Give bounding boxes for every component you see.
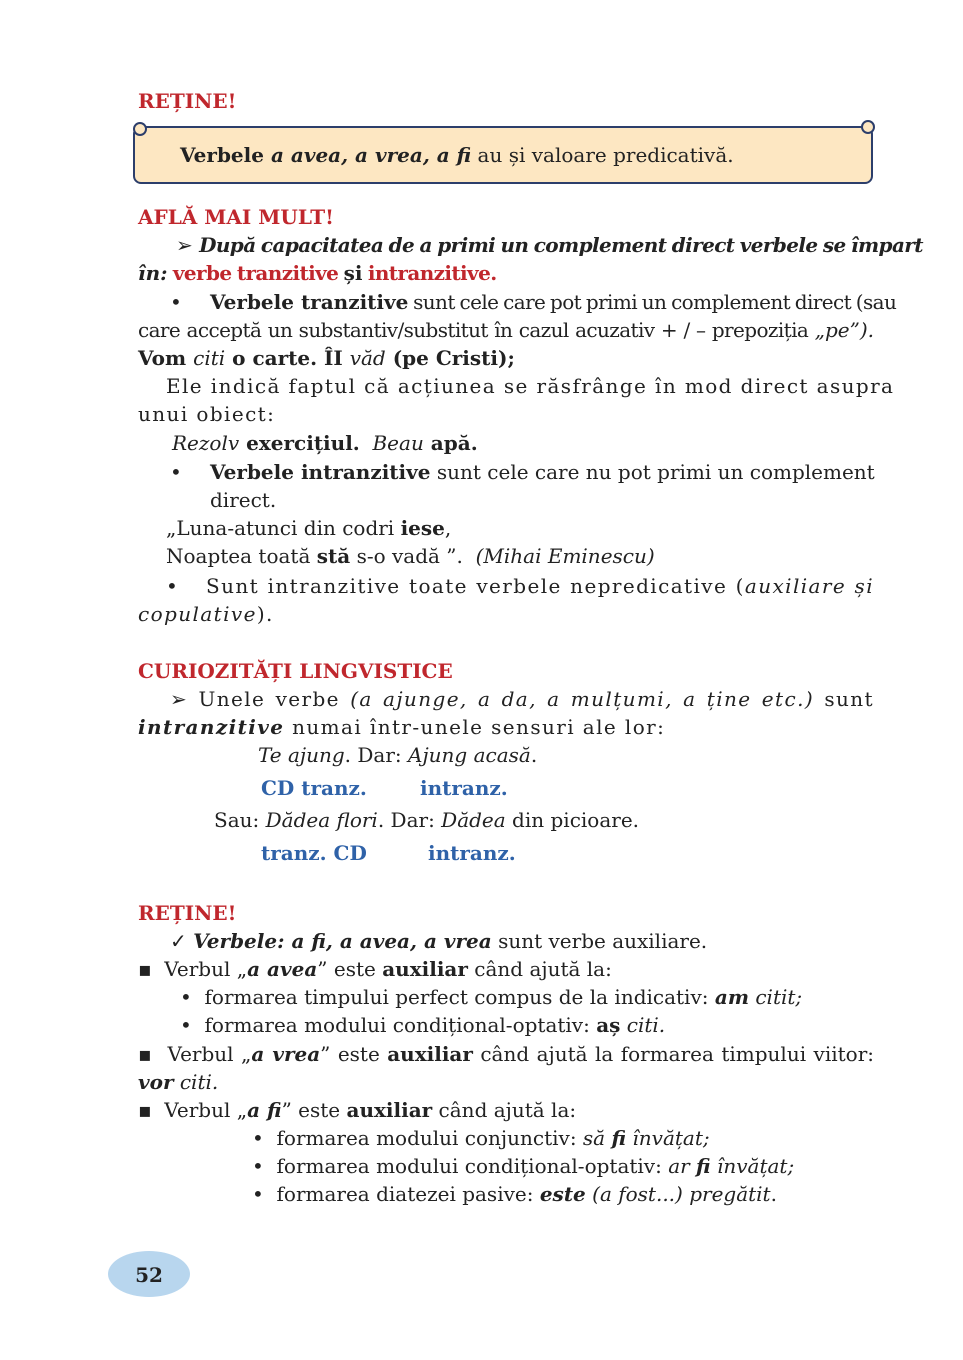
tranzitive-line-1: • Verbele tranzitive sunt cele care pot primi un complement direct (sau (170, 290, 897, 314)
intranzitive-line-1: • Verbele intranzitive sunt cele care nu pot primi un complement (170, 460, 875, 484)
poem-line-1: „Luna-atunci din codri iese, (166, 516, 452, 540)
fi-item-1: • formarea modului conjunctiv: să fi învățat; (252, 1126, 710, 1150)
curiozitati-heading: CURIOZITĂȚI LINGVISTICE (138, 659, 453, 683)
nepredicative-line-2: copulative). (138, 602, 274, 626)
square-bullet-icon: ▪ (138, 1098, 152, 1122)
nepredicative-line-1: • Sunt intranzitive toate verbele nepredicative (auxiliare și (166, 574, 874, 598)
curiozitati-line-1: ➢ Unele verbe (a ajunge, a da, a mulțumi, a ține etc.) sunt (170, 687, 874, 711)
label-cd-tranz: CD tranz. (261, 776, 367, 800)
label-intranz-2: intranz. (428, 841, 516, 865)
curiozitati-example-1: Te ajung. Dar: Ajung acasă. (258, 743, 538, 767)
poem-line-2: Noaptea toată stă s-o vadă ”. (Mihai Eminescu) (166, 544, 655, 568)
indica-line-2: unui obiect: (138, 402, 276, 426)
afla-heading: AFLĂ MAI MULT! (138, 205, 334, 229)
avea-line: ▪ Verbul „a avea” este auxiliar când ajută la: (138, 957, 612, 981)
intranzitive-line-2: direct. (210, 488, 277, 512)
vrea-line-1: ▪ Verbul „a vrea” este auxiliar când ajută la formarea timpului viitor: (138, 1042, 874, 1066)
curiozitati-example-2: Sau: Dădea flori. Dar: Dădea din picioare. (214, 808, 640, 832)
tranzitive-example-2: Rezolv exercițiul. Beau apă. (172, 431, 478, 455)
check-icon: ✓ (170, 929, 187, 953)
curiozitati-line-2: intranzitive numai într-unele sensuri ale lor: (138, 715, 666, 739)
auxiliare-line: ✓ Verbele: a fi, a avea, a vrea sunt verbe auxiliare. (170, 929, 708, 953)
retine-heading-1: REȚINE! (138, 89, 237, 113)
fi-item-2: • formarea modului condițional-optativ: ar fi învățat; (252, 1154, 795, 1178)
avea-item-1: • formarea timpului perfect compus de la indicativ: am citit; (180, 985, 803, 1009)
afla-line-1: ➢ După capacitatea de a primi un complement direct verbele se împart (176, 233, 923, 257)
fi-item-3: • formarea diatezei pasive: este (a fost...) pregătit. (252, 1182, 777, 1206)
afla-line-2: în: verbe tranzitive și intranzitive. (138, 261, 497, 285)
square-bullet-icon: ▪ (138, 1042, 153, 1066)
page-number: 52 (135, 1263, 163, 1287)
retine-heading-2: REȚINE! (138, 901, 237, 925)
scroll-curl-right (861, 120, 875, 134)
retine-box-text: Verbele a avea, a vrea, a fi au și valoare predicativă. (180, 143, 734, 167)
square-bullet-icon: ▪ (138, 957, 152, 981)
avea-item-2: • formarea modului condițional-optativ: aș citi. (180, 1013, 666, 1037)
vrea-line-2: vor citi. (138, 1070, 219, 1094)
tranzitive-example: Vom citi o carte. ÎI văd (pe Cristi); (138, 346, 515, 370)
fi-line: ▪ Verbul „a fi” este auxiliar când ajută la: (138, 1098, 577, 1122)
scroll-curl-left (133, 122, 147, 136)
indica-line-1: Ele indică faptul că acțiunea se răsfrânge în mod direct asupra (166, 374, 895, 398)
label-tranz-cd: tranz. CD (261, 841, 367, 865)
label-intranz-1: intranz. (420, 776, 508, 800)
tranzitive-line-2: care acceptă un substantiv/substitut în cazul acuzativ + / – prepoziția „pe”). (138, 318, 874, 342)
